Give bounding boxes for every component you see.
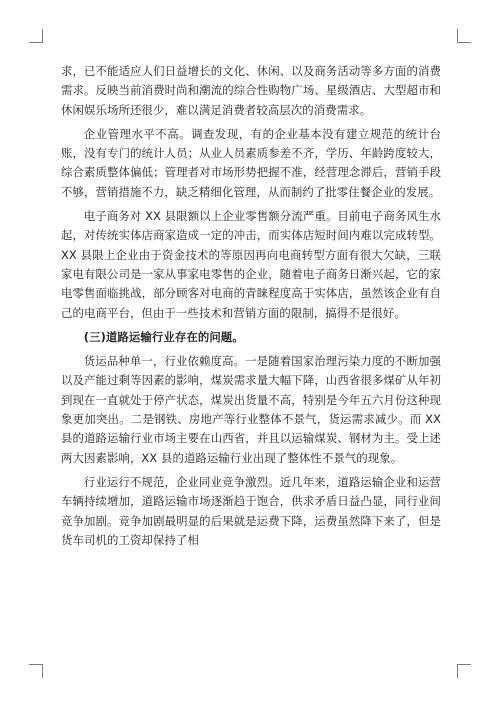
crop-mark-bottom-right <box>457 664 458 678</box>
crop-mark-top-right <box>457 29 458 43</box>
paragraph-freight-variety: 货运品种单一，行业依赖度高。一是随着国家治理污染力度的不断加强以及产能过剩等因素的影响，煤炭需求量大幅下降，山西省很多煤矿从年初到现在一直就处于停产状态，煤炭出货量不高，特别是今年五六月份这种现象更加突出。二是钢铁、房地产等行业整体不景气，货运需求减少。而 XX 县的道路运输行业市场主要在山西省，并且以运输煤炭、钢材为主。受上述两大因素影响，XX 县的道路运输行业出现了整体性不景气的现象。 <box>61 354 441 465</box>
crop-mark-top-right <box>457 42 471 43</box>
crop-mark-bottom-left <box>42 664 43 678</box>
crop-mark-top-left <box>42 29 43 43</box>
paragraph-ecommerce: 电子商务对 XX 县限额以上企业零售额分流严重。目前电子商务风生水起，对传统实体店商家造成一定的冲击，而实体店短时间内难以完成转型。XX 县限上企业由于资金技术的等原因再向电商转型方面有很大欠缺，三联家电有限公司是一家从事家电零售的企业，随着电子商务日渐兴起，它的家电零售面临挑战，部分顾客对电商的青睐程度高于实体店，虽然该企业有自己的电商平台，但由于一些技术和营销方面的限制，搞得不是很好。 <box>61 209 441 320</box>
section-heading-road-transport: (三)道路运输行业存在的问题。 <box>83 329 244 344</box>
paragraph-management: 企业管理水平不高。调查发现，有的企业基本没有建立规范的统计台账，没有专门的统计人员；从业人员素质参差不齐，学历、年龄跨度较大，综合素质整体偏低；管理者对市场形势把握不准，经营理念滞后，营销手段不够，营销措施不力，缺乏精细化管理，从而制约了批零住餐企业的发展。 <box>61 126 441 199</box>
crop-mark-bottom-right <box>457 664 471 665</box>
paragraph-industry-competition: 行业运行不规范，企业同业竞争激烈。近几年来，道路运输企业和运营车辆持续增加，道路运输市场逐渐趋于饱合，供求矛盾日益凸显，同行业间竞争加剧。竞争加剧最明显的后果就是运费下降，运费虽然降下来了，但是货车司机的工资却保持了相 <box>61 474 441 547</box>
crop-mark-top-left <box>29 42 43 43</box>
crop-mark-bottom-left <box>29 664 43 665</box>
document-body <box>61 62 441 555</box>
paragraph-consumer-demand: 求，已不能适应人们日益增长的文化、休闲、以及商务活动等多方面的消费需求。反映当前消费时尚和潮流的综合性购物广场、星级酒店、大型超市和休闲娱乐场所还很少，难以满足消费者较高层次的消费需求。 <box>61 64 441 117</box>
